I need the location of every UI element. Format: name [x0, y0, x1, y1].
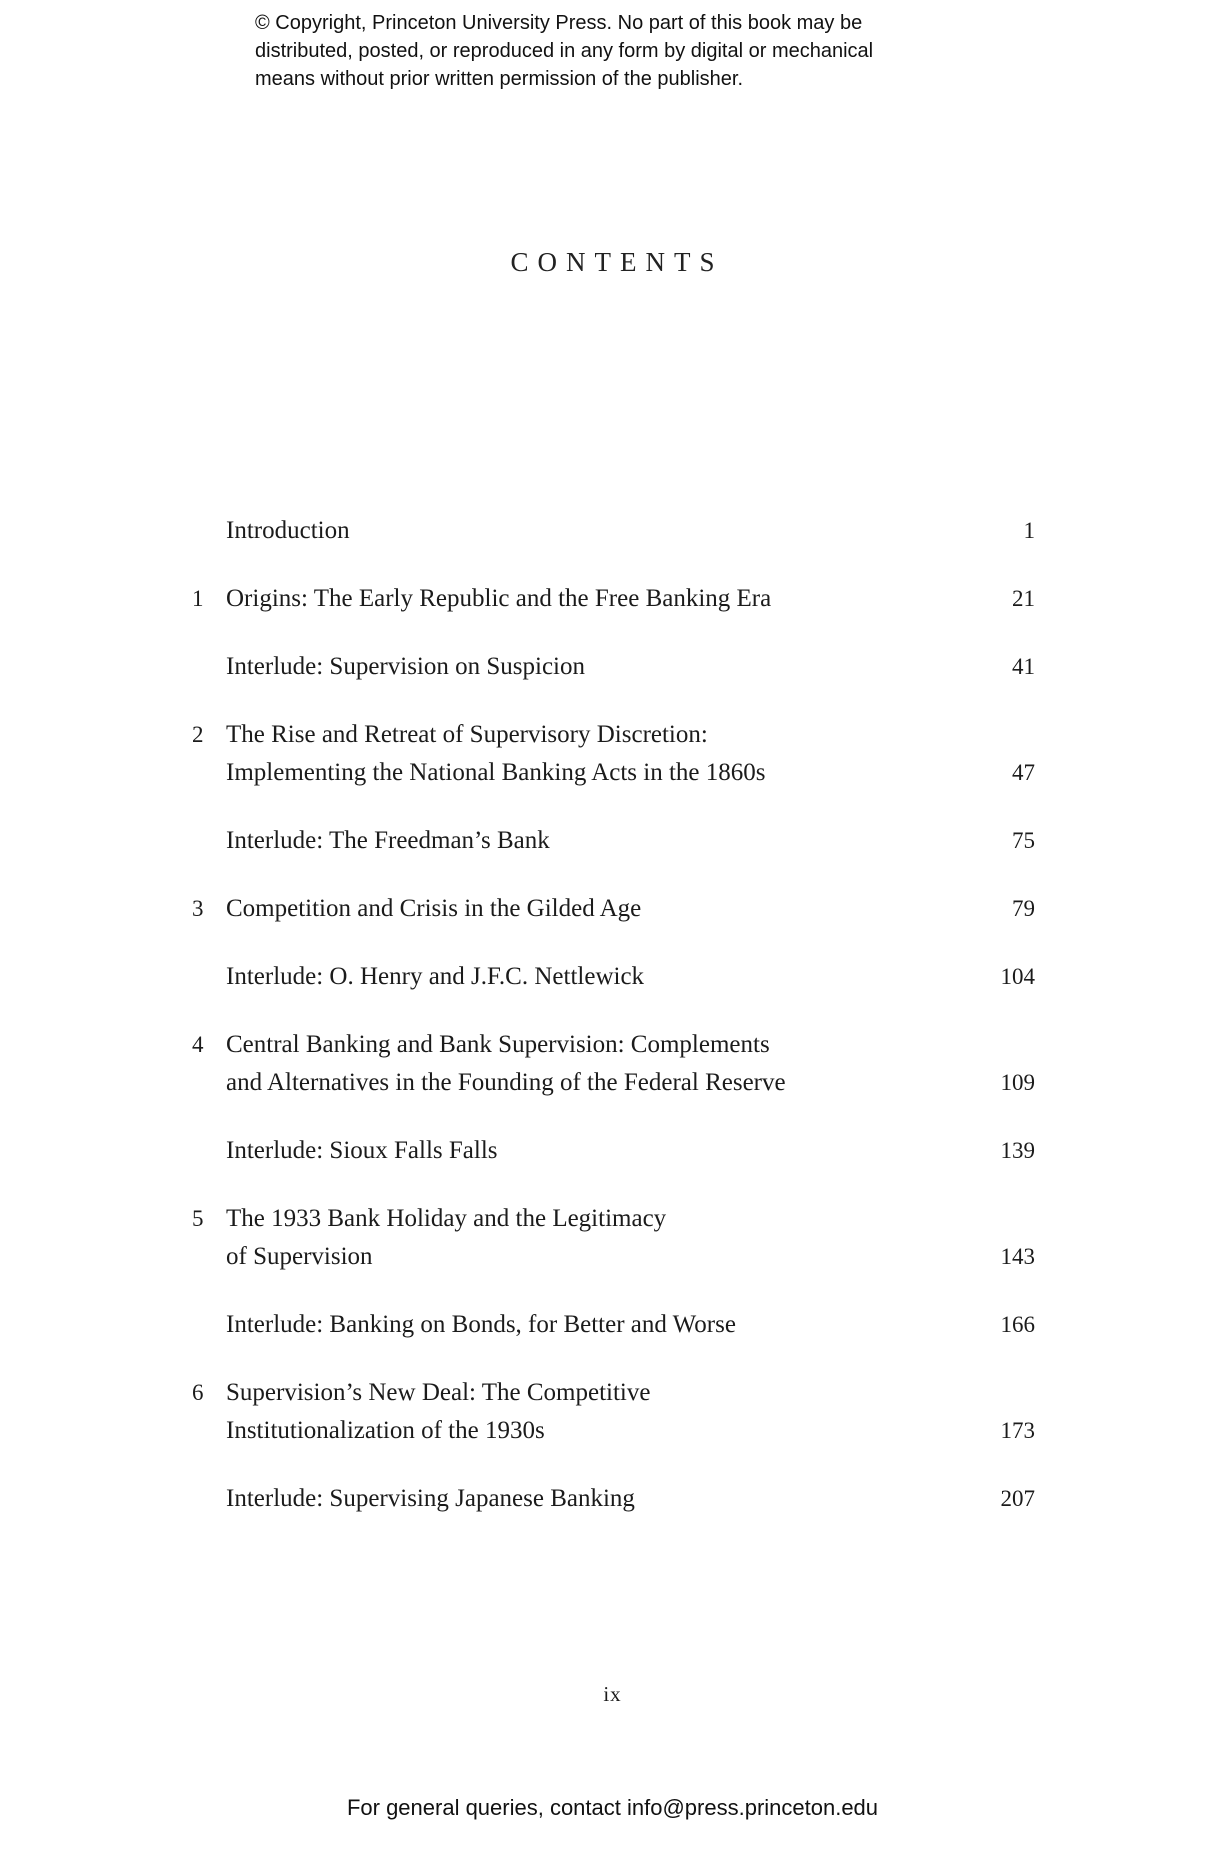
toc-entry-chapter: [190, 580, 1035, 618]
entry-page-number: 41: [1012, 654, 1035, 679]
entry-page-number: 75: [1012, 828, 1035, 853]
copyright-line: means without prior written permission of the publisher.: [255, 68, 744, 90]
toc-entry-chapter: [190, 1200, 1035, 1276]
queries-footer: For general queries, contact info@press.princeton.edu: [346, 1795, 879, 1820]
toc-entry-chapter: [190, 1374, 1035, 1450]
chapter-number: 4: [192, 1032, 204, 1057]
entry-title: Central Banking and Bank Supervision: Complements and Alternatives in the Founding of the Federal Reserve: [226, 1031, 786, 1096]
toc-entry: [190, 1480, 1035, 1518]
entry-title: Interlude: O. Henry and J.F.C. Nettlewick: [226, 963, 645, 990]
chapter-number: 2: [192, 722, 204, 747]
entry-title: Interlude: Supervising Japanese Banking: [226, 1485, 635, 1512]
entry-page-number: 21: [1012, 586, 1035, 611]
entry-page-number: 79: [1012, 896, 1035, 921]
toc-entry-chapter: [190, 890, 1035, 928]
chapter-number: 6: [192, 1380, 204, 1405]
entry-page-number: 47: [1012, 760, 1035, 785]
copyright-notice: [255, 9, 873, 93]
table-of-contents: [190, 512, 1035, 1548]
toc-entry-chapter: [190, 716, 1035, 792]
chapter-number: 3: [192, 896, 204, 921]
entry-title: Interlude: Supervision on Suspicion: [226, 653, 585, 680]
entry-title: Origins: The Early Republic and the Free Banking Era: [226, 585, 772, 612]
toc-entry: [190, 648, 1035, 686]
entry-title: Supervision’s New Deal: The Competitive Institutionalization of the 1930s: [226, 1379, 651, 1444]
toc-entry-chapter: [190, 1026, 1035, 1102]
entry-page-number: 143: [1000, 1244, 1035, 1269]
chapter-number: 5: [192, 1206, 204, 1231]
copyright-line: © Copyright, Princeton University Press. No part of this book may be: [255, 12, 863, 34]
entry-page-number: 207: [1000, 1486, 1035, 1511]
entry-title: The Rise and Retreat of Supervisory Discretion: Implementing the National Banking Acts in the 1860s: [226, 721, 766, 786]
toc-entry: [190, 822, 1035, 860]
entry-title: Interlude: Banking on Bonds, for Better and Worse: [226, 1311, 736, 1338]
toc-entry: [190, 512, 1035, 550]
copyright-line: distributed, posted, or reproduced in any form by digital or mechanical: [255, 40, 874, 62]
entry-title: Introduction: [226, 517, 350, 544]
entry-title: Interlude: The Freedman’s Bank: [226, 827, 550, 854]
entry-page-number: 104: [1000, 964, 1035, 989]
entry-title: Competition and Crisis in the Gilded Age: [226, 895, 642, 922]
entry-page-number: 166: [1000, 1312, 1035, 1337]
entry-page-number: 139: [1000, 1138, 1035, 1163]
contents-heading: CONTENTS: [510, 247, 724, 277]
toc-entry: [190, 1306, 1035, 1344]
entry-title: Interlude: Sioux Falls Falls: [226, 1137, 498, 1164]
entry-page-number: 109: [1000, 1070, 1035, 1095]
entry-page-number: 173: [1000, 1418, 1035, 1443]
entry-title: The 1933 Bank Holiday and the Legitimacy of Supervision: [226, 1205, 667, 1270]
page-number-folio: ix: [603, 1682, 622, 1706]
entry-page-number: 1: [1023, 518, 1035, 543]
toc-entry: [190, 1132, 1035, 1170]
chapter-number: 1: [192, 586, 204, 611]
toc-entry: [190, 958, 1035, 996]
